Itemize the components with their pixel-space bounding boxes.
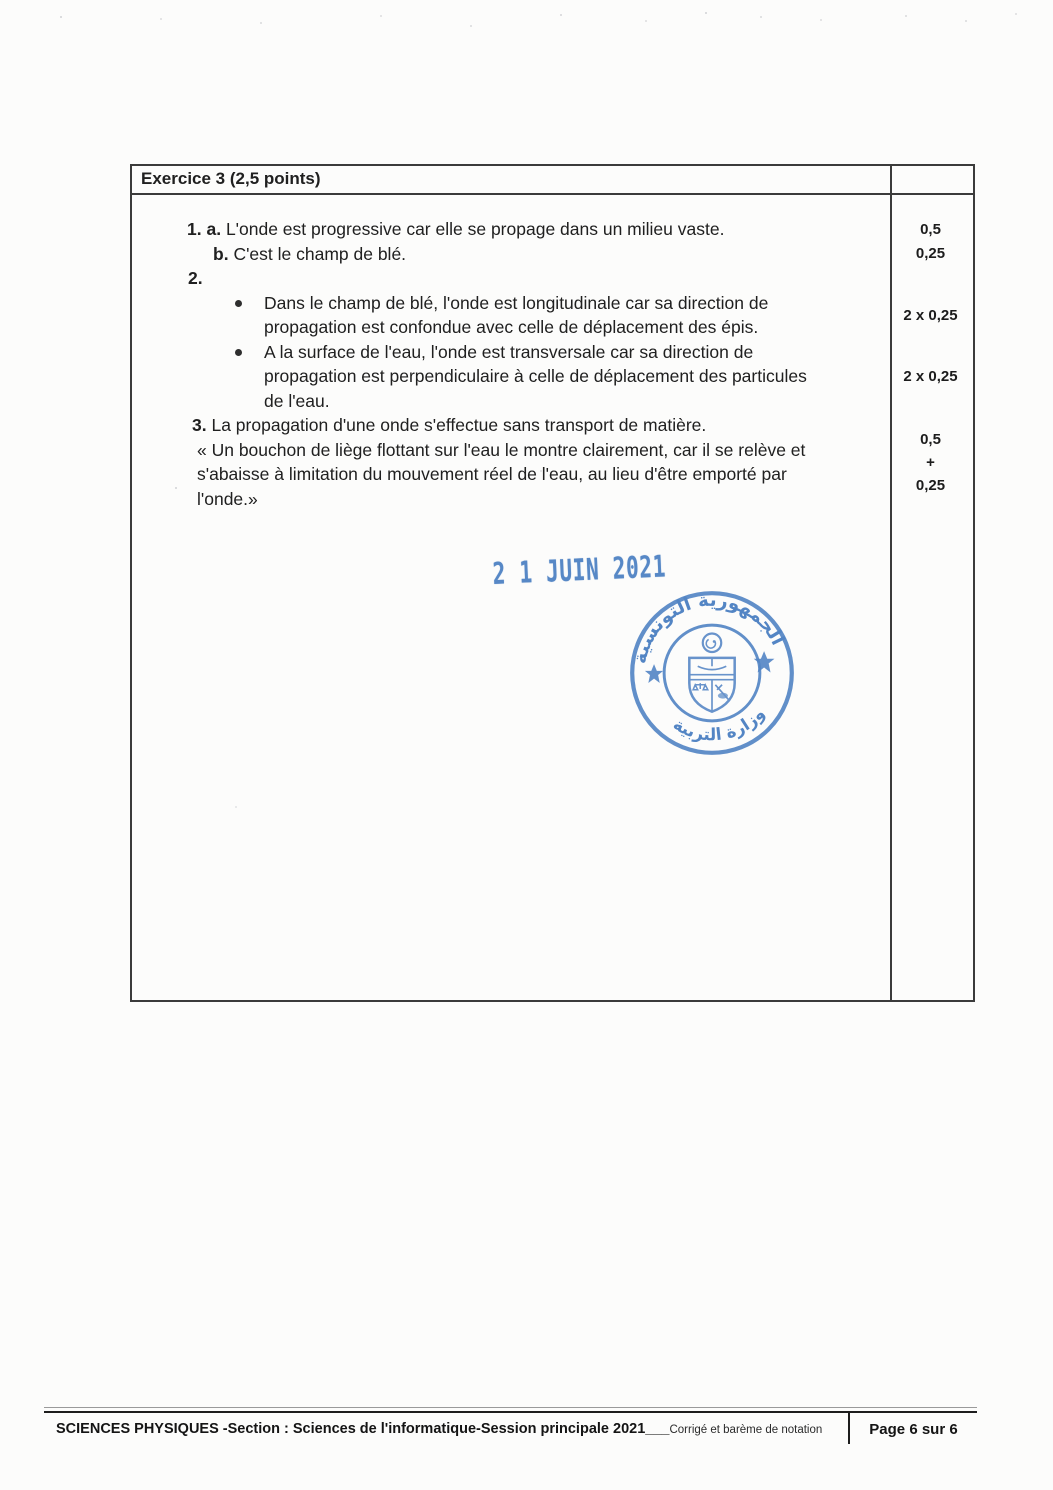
mark-3-part-1: 0,5 — [920, 430, 941, 448]
footer-caption — [56, 1421, 822, 1437]
footer-separator: ___ — [645, 1421, 670, 1437]
seal-ring-text-top: الجمهورية التونسية — [629, 589, 789, 666]
answer-text-1b: C'est le champ de blé. — [233, 243, 407, 264]
answer-row-1a — [132, 217, 973, 242]
answer-text-bullet-1: Dans le champ de blé, l'onde est longitudinale car sa direction de propagation est confondue avec celle de déplacement des épis. — [264, 292, 769, 337]
mark-bullet-1: 2 x 0,25 — [903, 306, 958, 324]
answer-row-2-bullet-2 — [132, 340, 973, 414]
answer-row-3 — [132, 413, 973, 511]
answer-row-1b — [132, 242, 973, 267]
mark-1b: 0,25 — [915, 245, 946, 263]
date-stamp: 2 1 JUIN 2021 — [492, 549, 667, 592]
mark-3 — [888, 428, 973, 497]
answer-label-1a: 1. a. — [187, 219, 222, 239]
bullet-icon — [235, 300, 242, 307]
footer-note-text: Corrigé et barème de notation — [669, 1424, 823, 1436]
exercise-title: Exercice 3 (2,5 points) — [132, 166, 973, 195]
answer-text-bullet-2: A la surface de l'eau, l'onde est transversale car sa direction de propagation est perpendiculaire à celle de déplacement des particules de l'eau. — [264, 341, 807, 411]
footer-rule — [44, 1407, 977, 1413]
mark-3-plus: + — [926, 453, 935, 471]
mark-1a: 0,5 — [920, 220, 941, 238]
ministry-seal-icon — [628, 589, 796, 757]
answer-row-2 — [132, 266, 973, 291]
coat-of-arms-icon — [689, 634, 734, 712]
answer-text-1a: L'onde est progressive car elle se propage dans un milieu vaste. — [225, 219, 725, 239]
bullet-icon — [235, 349, 242, 356]
mark-bullet-2: 2 x 0,25 — [903, 367, 958, 385]
answer-label-2: 2. — [188, 268, 203, 288]
mark-3-part-2: 0,25 — [915, 476, 946, 494]
page-number: Page 6 sur 6 — [869, 1421, 958, 1438]
answer-row-2-bullet-1 — [132, 291, 973, 340]
exercise-body — [132, 195, 973, 511]
answer-label-3: 3. — [192, 415, 207, 435]
scan-noise — [60, 16, 62, 18]
answer-label-1b: b. — [213, 243, 229, 264]
answer-quote-3: « Un bouchon de liège flottant sur l'eau le montre clairement, car il se relève et s'abaisse à limitation du mouvement réel de l'eau, au lieu d'être emporté par l'onde.» — [197, 439, 806, 509]
footer-subject-text: SCIENCES PHYSIQUES -Section : Sciences de l'informatique-Session principale 2021 — [56, 1421, 646, 1437]
answer-text-3: La propagation d'une onde s'effectue sans transport de matière. — [211, 415, 707, 435]
seal-ring-text-bottom: وزارة التربية — [669, 703, 769, 745]
marks-column-divider — [890, 166, 892, 1000]
